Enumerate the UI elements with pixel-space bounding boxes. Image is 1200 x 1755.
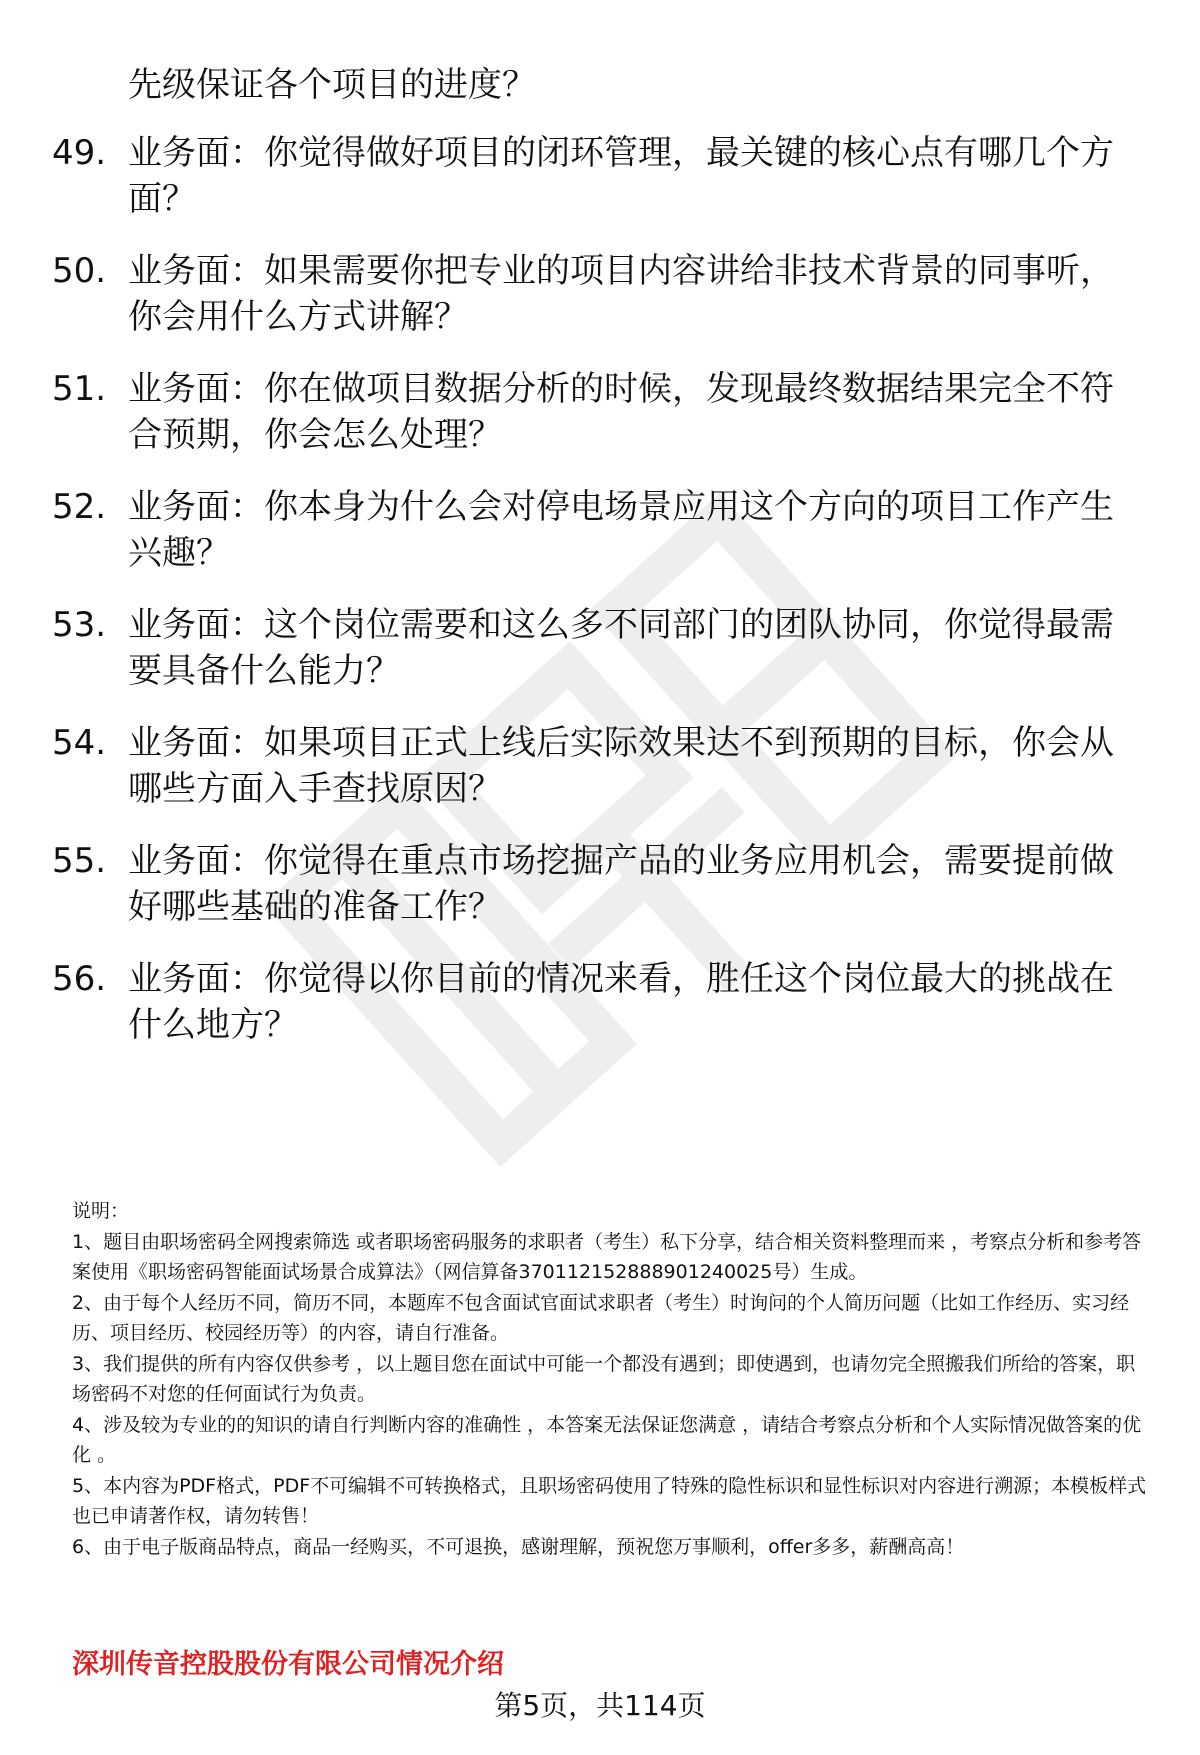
question-text: 业务面：你觉得做好项目的闭环管理，最关键的核心点有哪几个方面？: [128, 133, 1114, 219]
question-item: [52, 956, 1142, 1048]
question-text: 业务面：你觉得以你目前的情况来看，胜任这个岗位最大的挑战在什么地方？: [128, 959, 1114, 1045]
question-text: 业务面：你本身为什么会对停电场景应用这个方向的项目工作产生兴趣？: [128, 487, 1114, 573]
question-number: 50.: [52, 251, 107, 291]
note-item: 4、涉及较为专业的的知识的请自行判断内容的准确性 ，本答案无法保证您满意 ，请结合考察点分析和个人实际情况做答案的优化 。: [72, 1413, 1142, 1466]
question-item: [52, 838, 1142, 930]
question-number: 49.: [52, 133, 107, 173]
note-item: 5、本内容为PDF格式，PDF不可编辑不可转换格式，且职场密码使用了特殊的隐性标识和显性标识对内容进行溯源；本模板样式也已申请著作权，请勿转售！: [72, 1474, 1147, 1527]
question-number: 54.: [52, 723, 107, 763]
page-number: 第5页，共114页: [494, 1689, 706, 1722]
question-item: [52, 366, 1142, 458]
question-text: 业务面：你觉得在重点市场挖掘产品的业务应用机会，需要提前做好哪些基础的准备工作？: [128, 841, 1114, 927]
continuation-text: 先级保证各个项目的进度？: [128, 65, 536, 105]
question-number: 52.: [52, 487, 107, 527]
notes-section: [72, 1196, 1152, 1562]
note-item: 2、由于每个人经历不同，简历不同，本题库不包含面试官面试求职者（考生）时询问的个人简历问题（比如工作经历、实习经历、项目经历、校园经历等）的内容，请自行准备。: [72, 1291, 1130, 1344]
question-item: [52, 130, 1142, 222]
question-item: [52, 602, 1142, 694]
question-number: 53.: [52, 605, 107, 645]
note-item: 1、题目由职场密码全网搜索筛选 或者职场密码服务的求职者（考生）私下分享，结合相关资料整理而来 ，考察点分析和参考答案使用《职场密码智能面试场景合成算法》（网信算备370112152888901240025号）生成。: [72, 1230, 1142, 1283]
notes-title: 说明：: [72, 1200, 130, 1222]
note-item: 3、我们提供的所有内容仅供参考 ，以上题目您在面试中可能一个都没有遇到；即使遇到，也请勿完全照搬我们所给的答案，职场密码不对您的任何面试行为负责。: [72, 1352, 1136, 1405]
question-number: 56.: [52, 959, 107, 999]
question-item: [52, 720, 1142, 812]
question-number: 51.: [52, 369, 107, 409]
note-item: 6、由于电子版商品特点，商品一经购买，不可退换，感谢理解，预祝您万事顺利，offer多多，薪酬高高！: [72, 1535, 965, 1558]
question-number: 55.: [52, 841, 107, 881]
question-item: [52, 484, 1142, 576]
company-heading: 深圳传音控股股份有限公司情况介绍: [72, 1649, 504, 1680]
question-text: 业务面：这个岗位需要和这么多不同部门的团队协同，你觉得最需要具备什么能力？: [128, 605, 1114, 691]
question-item: [52, 248, 1142, 340]
question-text: 业务面：如果需要你把专业的项目内容讲给非技术背景的同事听，你会用什么方式讲解？: [128, 251, 1114, 337]
question-text: 业务面：如果项目正式上线后实际效果达不到预期的目标，你会从哪些方面入手查找原因？: [128, 723, 1114, 809]
question-continuation: [52, 62, 1142, 108]
question-text: 业务面：你在做项目数据分析的时候，发现最终数据结果完全不符合预期，你会怎么处理？: [128, 369, 1114, 455]
